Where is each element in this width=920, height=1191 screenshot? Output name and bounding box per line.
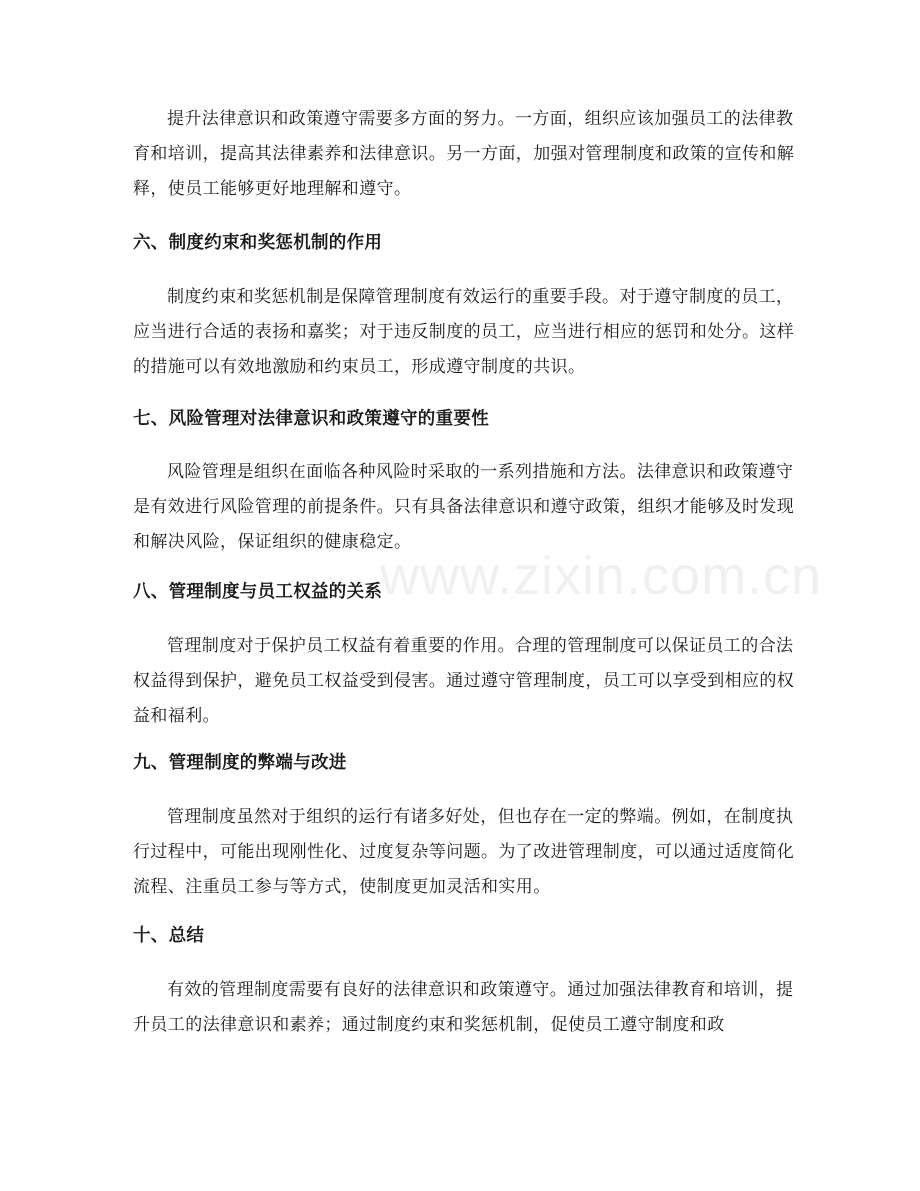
section-heading-6: 六、制度约束和奖惩机制的作用 [133, 233, 383, 253]
section-heading-7: 七、风险管理对法律意识和政策遵守的重要性 [133, 409, 489, 429]
section-body-7: 风险管理是组织在面临各种风险时采取的一系列措施和方法。法律意识和政策遵守是有效进行风险管理的前提条件。只有具备法律意识和遵守政策，组织才能够及时发现和解决风险，保证组织的健康稳定。 [133, 462, 795, 552]
section-heading-10: 十、总结 [133, 926, 205, 946]
section-body-9: 管理制度虽然对于组织的运行有诸多好处，但也存在一定的弊端。例如，在制度执行过程中，可能出现刚性化、过度复杂等问题。为了改进管理制度，可以通过适度简化流程、注重员工参与等方式，使制度更加灵活和实用。 [133, 807, 795, 897]
section-heading-8: 八、管理制度与员工权益的关系 [133, 582, 383, 602]
watermark-text: www.zixin.com.cn [380, 546, 823, 606]
section-body-8: 管理制度对于保护员工权益有着重要的作用。合理的管理制度可以保证员工的合法权益得到保护，避免员工权益受到侵害。通过遵守管理制度，员工可以享受到相应的权益和福利。 [133, 636, 795, 726]
section-heading-9: 九、管理制度的弊端与改进 [133, 753, 347, 773]
paragraph-intro: 提升法律意识和政策遵守需要多方面的努力。一方面，组织应该加强员工的法律教育和培训，提高其法律素养和法律意识。另一方面，加强对管理制度和政策的宣传和解释，使员工能够更好地理解和遵守。 [133, 109, 795, 199]
section-body-6: 制度约束和奖惩机制是保障管理制度有效运行的重要手段。对于遵守制度的员工，应当进行合适的表扬和嘉奖；对于违反制度的员工，应当进行相应的惩罚和处分。这样的措施可以有效地激励和约束员工，形成遵守制度的共识。 [133, 287, 795, 377]
section-body-10: 有效的管理制度需要有良好的法律意识和政策遵守。通过加强法律教育和培训，提升员工的法律意识和素养；通过制度约束和奖惩机制，促使员工遵守制度和政 [133, 980, 794, 1035]
